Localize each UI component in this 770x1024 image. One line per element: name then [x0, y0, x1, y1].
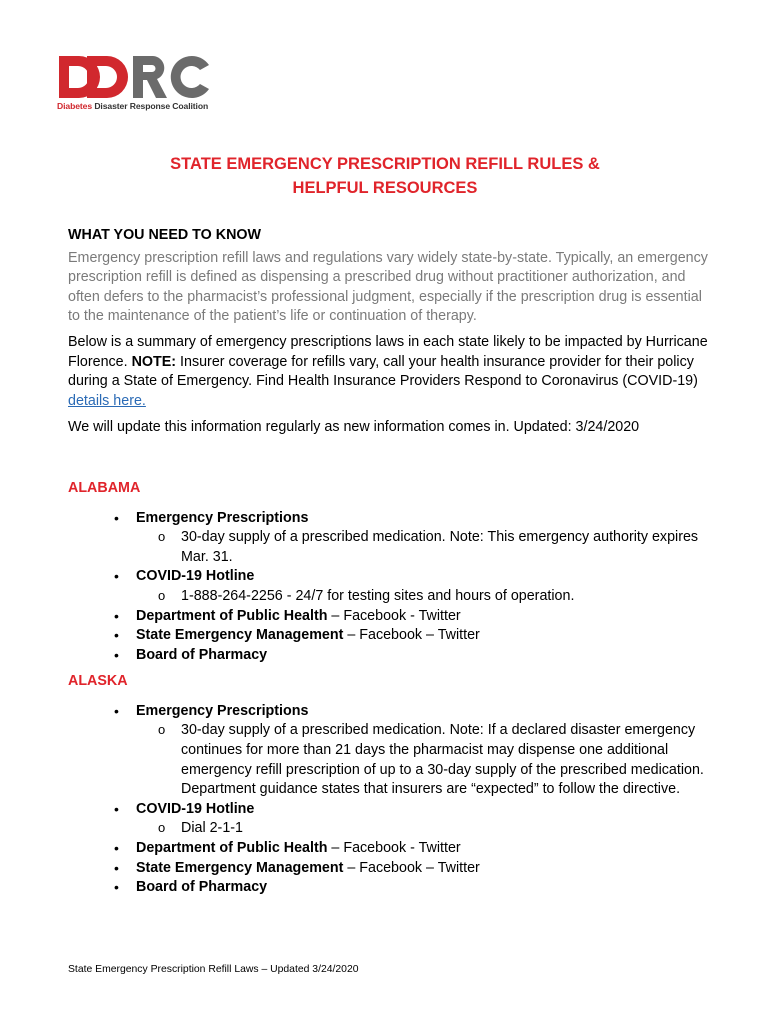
list-item: • State Emergency Management – Facebook – Twitter — [68, 626, 708, 646]
list-item: o Dial 2-1-1 — [136, 819, 708, 839]
ddrc-logo-mark — [57, 52, 212, 100]
list-item: • Emergency Prescriptions o 30-day supply of a prescribed medication. Note: If a declared disaster emergency continues for more than 21 days the pharmacist may dispense one additional emergency refill prescription of up to a 30-day supply of the prescribed medication. Department guidance states that insurers are “expected” to follow the directive. — [68, 702, 708, 800]
state-heading-alabama: ALABAMA — [68, 479, 141, 496]
update-paragraph: We will update this information regularly as new information comes in. Updated: 3/24/2020 — [68, 419, 640, 436]
sem-social-links[interactable]: – Facebook – Twitter — [343, 859, 480, 876]
details-here-link[interactable]: details here. — [68, 392, 146, 409]
ddrc-logo — [57, 52, 212, 114]
dph-social-links[interactable]: – Facebook - Twitter — [327, 607, 461, 624]
list-item: • Board of Pharmacy — [68, 878, 708, 898]
summary-paragraph: Below is a summary of emergency prescriptions laws in each state likely to be impacted by Hurricane Florence. NOTE: Insurer coverage for refills vary, call your health insurance provider for their policy during a State of Emergency. Find Health Insurance Providers Respond to Coronavirus (COVID-19) details here. — [68, 333, 708, 409]
intro-paragraph: Emergency prescription refill laws and regulations vary widely state-by-state. Typically, an emergency prescription refill is defined as dispensing a prescribed drug without practitioner authorization, and often defers to the pharmacist’s professional judgment, especially if the prescription drug is essential to the maintenance of the patient’s life or continuation of therapy. — [68, 249, 708, 325]
list-item: • COVID-19 Hotline o Dial 2-1-1 — [68, 800, 708, 839]
list-item: • Board of Pharmacy — [68, 646, 708, 666]
document-body — [68, 226, 708, 898]
list-item: • COVID-19 Hotline o 1-888-264-2256 - 24/7 for testing sites and hours of operation. — [68, 567, 708, 606]
document-title — [0, 152, 770, 200]
alaska-resources-list — [68, 702, 708, 898]
list-item: • Emergency Prescriptions o 30-day supply of a prescribed medication. Note: This emergency authority expires Mar. 31. — [68, 509, 708, 568]
list-item: • Department of Public Health – Facebook - Twitter — [68, 607, 708, 627]
list-item: • Department of Public Health – Facebook - Twitter — [68, 839, 708, 859]
title-line-2: HELPFUL RESOURCES — [292, 179, 478, 197]
dph-social-links[interactable]: – Facebook - Twitter — [327, 840, 461, 857]
list-item: o 1-888-264-2256 - 24/7 for testing sites and hours of operation. — [136, 587, 708, 607]
state-heading-alaska: ALASKA — [68, 673, 128, 690]
page-footer: State Emergency Prescription Refill Laws – Updated 3/24/2020 — [68, 964, 359, 975]
alabama-resources-list — [68, 509, 708, 666]
list-item: o 30-day supply of a prescribed medication. Note: If a declared disaster emergency continues for more than 21 days the pharmacist may dispense one additional emergency refill prescription of up to a 30-day supply of the prescribed medication. Department guidance states that insurers are “expected” to follow the directive. — [136, 721, 708, 799]
sem-social-links[interactable]: – Facebook – Twitter — [343, 627, 480, 644]
what-you-need-to-know-heading: WHAT YOU NEED TO KNOW — [68, 227, 262, 243]
title-line-1: STATE EMERGENCY PRESCRIPTION REFILL RULES & — [170, 155, 600, 173]
list-item: • State Emergency Management – Facebook – Twitter — [68, 859, 708, 879]
list-item: o 30-day supply of a prescribed medication. Note: This emergency authority expires Mar. 31. — [136, 528, 708, 567]
logo-caption: Diabetes Disaster Response Coalition — [57, 101, 209, 111]
